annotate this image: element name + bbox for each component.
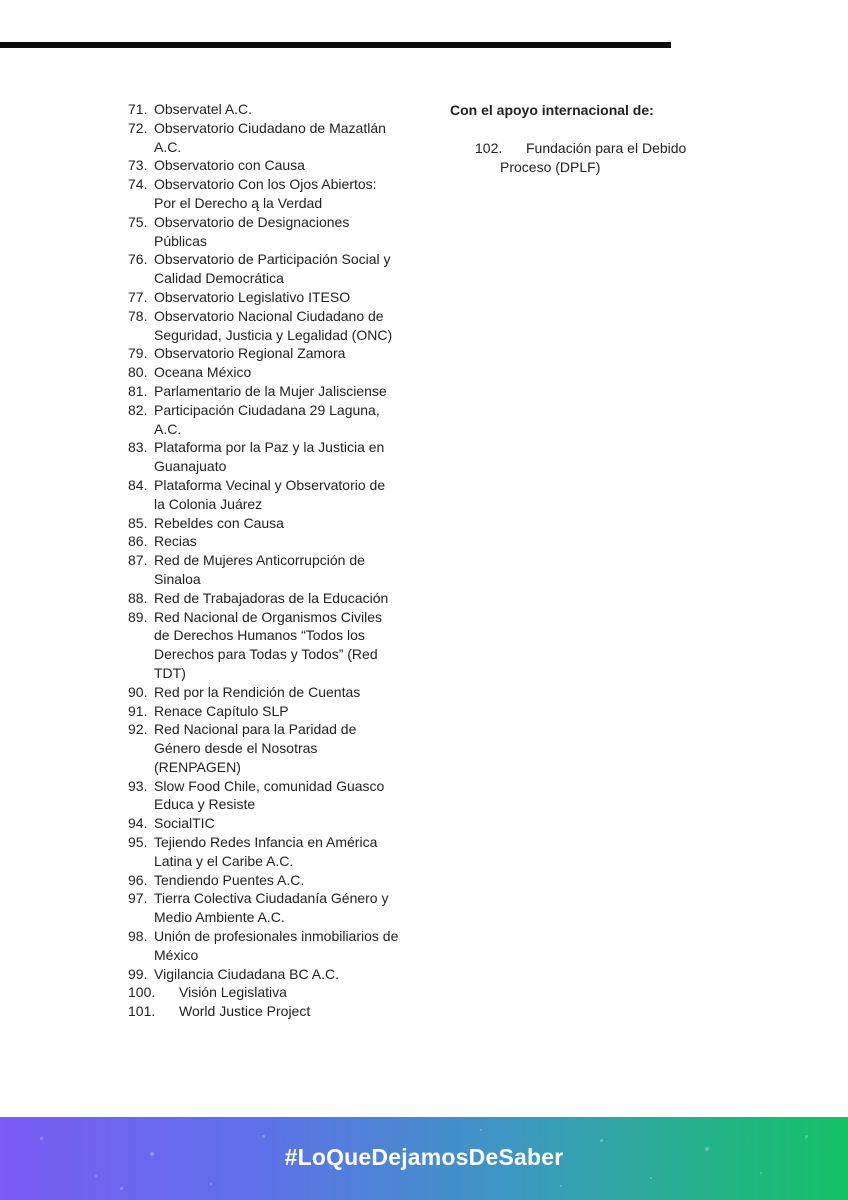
list-item-text: Parlamentario de la Mujer Jalisciense bbox=[154, 382, 387, 399]
list-item-text: Tierra Colectiva Ciudadanía Género y Medio Ambiente A.C. bbox=[154, 890, 389, 926]
list-item-number: 91. bbox=[128, 702, 148, 719]
list-item bbox=[0, 608, 409, 683]
list-item-text: Red por la Rendición de Cuentas bbox=[154, 683, 361, 700]
list-item-number: 86. bbox=[128, 533, 148, 550]
list-item-text: Recias bbox=[154, 533, 197, 550]
list-item bbox=[0, 532, 409, 551]
international-heading: Con el apoyo internacional de: bbox=[450, 102, 654, 118]
list-item-number: 97. bbox=[128, 890, 148, 907]
list-item-text: SocialTIC bbox=[154, 815, 215, 832]
list-item bbox=[0, 1002, 409, 1021]
list-item bbox=[0, 965, 409, 984]
list-item-number: 93. bbox=[128, 777, 148, 794]
organization-list bbox=[0, 100, 409, 1021]
list-item-text: Tendiendo Puentes A.C. bbox=[154, 871, 305, 888]
footer-texture-speck bbox=[120, 1187, 123, 1190]
list-item bbox=[0, 382, 409, 401]
list-item-number: 77. bbox=[128, 288, 148, 305]
international-item-number: 102. bbox=[475, 140, 503, 156]
list-item bbox=[0, 702, 409, 721]
list-item-text: Red de Mujeres Anticorrupción de Sinaloa bbox=[154, 552, 365, 587]
list-item-text: World Justice Project bbox=[179, 1003, 311, 1020]
list-item-number: 85. bbox=[128, 514, 148, 531]
list-item-text: Red Nacional de Organismos Civiles de Derechos Humanos “Todos los Derechos para Todas y Todos” (Red TDT) bbox=[154, 608, 382, 681]
list-item-number: 71. bbox=[128, 101, 148, 117]
list-item-text: Observatorio Nacional Ciudadano de Seguridad, Justicia y Legalidad (ONC) bbox=[154, 307, 393, 343]
footer-texture-speck bbox=[480, 1129, 482, 1131]
list-item bbox=[0, 213, 409, 251]
list-item-text: Observatorio con Causa bbox=[154, 157, 305, 174]
list-item-text: Observatel A.C. bbox=[154, 101, 253, 117]
footer-texture-speck bbox=[40, 1137, 43, 1140]
international-item-text: Fundación para el Debido Proceso (DPLF) bbox=[500, 140, 687, 175]
list-item bbox=[0, 871, 409, 890]
list-item-number: 76. bbox=[128, 251, 148, 268]
footer-texture-speck bbox=[262, 1135, 265, 1138]
list-item-text: Rebeldes con Causa bbox=[154, 514, 284, 531]
list-item-text: Observatorio de Designaciones Públicas bbox=[154, 213, 350, 249]
list-item-text: Visión Legislativa bbox=[179, 984, 287, 1001]
list-item bbox=[0, 344, 409, 363]
list-item-number: 100. bbox=[128, 984, 156, 1001]
list-item bbox=[0, 514, 409, 533]
footer-hashtag: #LoQueDejamosDeSaber bbox=[284, 1144, 564, 1170]
list-item-text: Unión de profesionales inmobiliarios de México bbox=[154, 928, 399, 963]
list-item-text: Oceana México bbox=[154, 364, 252, 381]
list-item-number: 98. bbox=[128, 928, 148, 945]
list-item-number: 75. bbox=[128, 213, 148, 230]
list-item bbox=[0, 833, 409, 871]
list-item-number: 90. bbox=[128, 683, 148, 700]
footer-texture-speck bbox=[560, 1185, 562, 1187]
list-item bbox=[0, 100, 409, 119]
list-item bbox=[0, 777, 409, 815]
list-item bbox=[0, 401, 409, 439]
list-item-number: 80. bbox=[128, 364, 148, 381]
list-item-number: 95. bbox=[128, 834, 148, 851]
list-item-text: Observatorio Ciudadano de Mazatlán A.C. bbox=[154, 119, 386, 155]
list-item bbox=[0, 551, 409, 589]
list-item-text: Tejiendo Redes Infancia en América Latina y el Caribe A.C. bbox=[154, 834, 378, 869]
list-item bbox=[0, 814, 409, 833]
list-item bbox=[0, 307, 409, 345]
list-item-text: Slow Food Chile, comunidad Guasco Educa y Resiste bbox=[154, 777, 385, 813]
list-item bbox=[0, 438, 409, 476]
footer-texture-speck bbox=[600, 1139, 603, 1142]
list-item-number: 99. bbox=[128, 965, 148, 982]
list-item-number: 84. bbox=[128, 476, 148, 493]
list-item-number: 94. bbox=[128, 815, 148, 832]
list-item bbox=[0, 889, 409, 927]
list-item bbox=[0, 983, 409, 1002]
list-item-number: 72. bbox=[128, 119, 148, 136]
footer-texture-speck bbox=[760, 1172, 762, 1174]
footer-texture-speck bbox=[95, 1175, 97, 1177]
list-item-number: 82. bbox=[128, 401, 148, 418]
list-item bbox=[0, 288, 409, 307]
list-item-number: 88. bbox=[128, 589, 148, 606]
list-item-text: Observatorio de Participación Social y Calidad Democrática bbox=[154, 251, 391, 287]
list-item-number: 78. bbox=[128, 307, 148, 324]
list-item-text: Observatorio Con los Ojos Abiertos: Por el Derecho ą la Verdad bbox=[154, 176, 377, 211]
list-item-number: 101. bbox=[128, 1003, 156, 1020]
footer-texture-speck bbox=[805, 1135, 808, 1138]
list-item bbox=[0, 250, 409, 288]
list-item-number: 92. bbox=[128, 721, 148, 738]
list-item-text: Participación Ciudadana 29 Laguna, A.C. bbox=[154, 401, 380, 437]
list-item bbox=[0, 720, 409, 776]
list-item-text: Renace Capítulo SLP bbox=[154, 702, 289, 719]
list-item-text: Observatorio Regional Zamora bbox=[154, 345, 346, 362]
list-item bbox=[0, 683, 409, 702]
international-item bbox=[0, 139, 700, 177]
list-item bbox=[0, 476, 409, 514]
top-rule bbox=[0, 42, 671, 48]
list-item bbox=[0, 589, 409, 608]
list-item-text: Red Nacional para la Paridad de Género desde el Nosotras (RENPAGEN) bbox=[154, 721, 357, 775]
list-item-text: Plataforma Vecinal y Observatorio de la Colonia Juárez bbox=[154, 476, 386, 512]
list-item-text: Vigilancia Ciudadana BC A.C. bbox=[154, 965, 339, 982]
list-item bbox=[0, 175, 409, 213]
list-item-number: 73. bbox=[128, 157, 148, 174]
footer-texture-speck bbox=[210, 1183, 212, 1185]
list-item-number: 87. bbox=[128, 552, 148, 569]
list-item bbox=[0, 363, 409, 382]
list-item-text: Plataforma por la Paz y la Justicia en Guanajuato bbox=[154, 439, 385, 475]
footer-banner bbox=[0, 1117, 848, 1200]
list-item-number: 83. bbox=[128, 439, 148, 456]
list-item bbox=[0, 927, 409, 965]
footer-texture-speck bbox=[650, 1177, 652, 1179]
list-item-number: 79. bbox=[128, 345, 148, 362]
list-item-number: 96. bbox=[128, 871, 148, 888]
list-item-number: 74. bbox=[128, 176, 148, 193]
list-item-number: 89. bbox=[128, 608, 148, 625]
list-item-number: 81. bbox=[128, 382, 148, 399]
list-item-text: Red de Trabajadoras de la Educación bbox=[154, 589, 389, 606]
list-item-text: Observatorio Legislativo ITESO bbox=[154, 288, 351, 305]
